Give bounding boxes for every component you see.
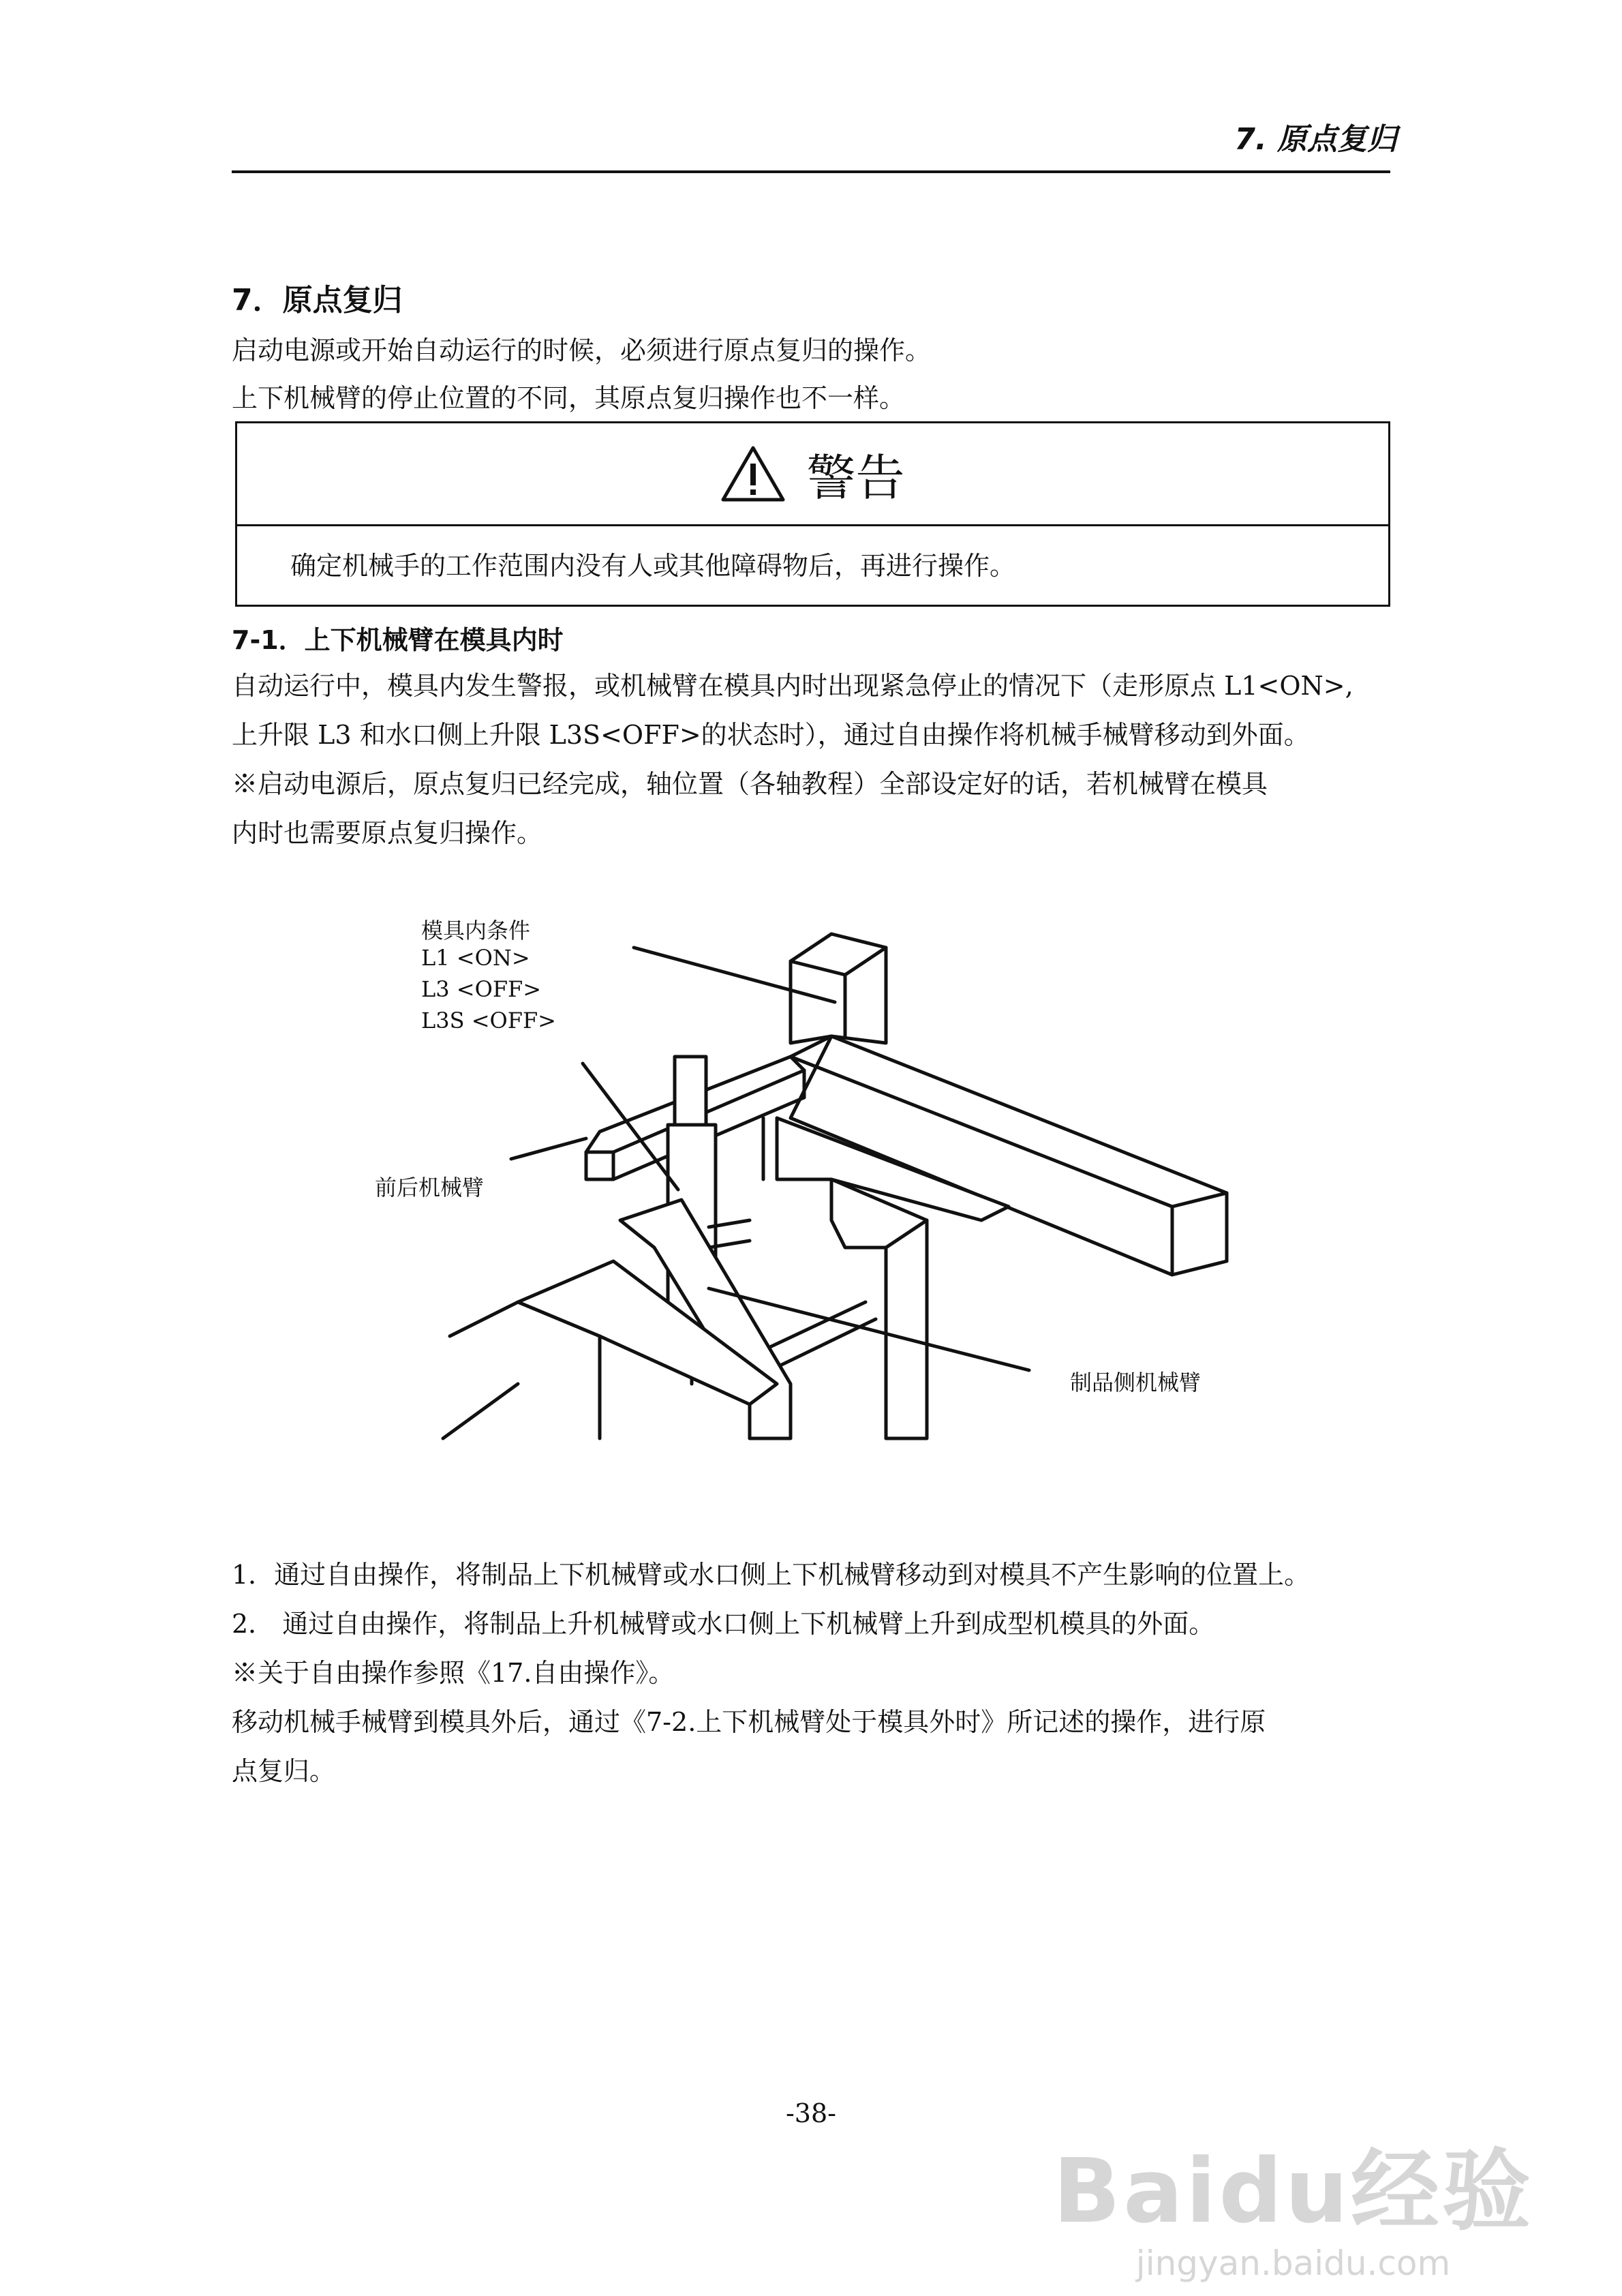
intro-paragraph-1: 启动电源或开始自动运行的时候，必须进行原点复归的操作。 <box>232 335 932 365</box>
watermark-logo <box>1053 2120 1533 2283</box>
header-title: 7. 原点复归 <box>1234 122 1397 157</box>
product-arm-label: 制品侧机械臂 <box>1070 1370 1202 1395</box>
subsection-paragraph-3: ※启动电源后，原点复归已经完成，轴位置（各轴教程）全部设定好的话，若机械臂在模具 <box>232 769 1268 799</box>
condition-l1-label: L1 <ON> <box>421 945 530 971</box>
subsection-paragraph-1: 自动运行中，模具内发生警报，或机械臂在模具内时出现紧急停止的情况下（走形原点 L1<ON>, <box>232 671 1353 701</box>
step-closing-1: 移动机械手械臂到模具外后，通过《7-2.上下机械臂处于模具外时》所记述的操作，进行原 <box>232 1707 1266 1737</box>
warning-body: 确定机械手的工作范围内没有人或其他障碍物后，再进行操作。 <box>290 551 1016 581</box>
step-1: 1．通过自由操作，将制品上下机械臂或水口侧上下机械臂移动到对模具不产生影响的位置上。 <box>232 1560 1311 1590</box>
warning-box <box>235 421 1390 607</box>
warning-header <box>237 423 1388 526</box>
section-title: 7．原点复归 <box>232 283 403 318</box>
intro-paragraph-2: 上下机械臂的停止位置的不同，其原点复归操作也不一样。 <box>232 383 906 413</box>
watermark-main: Baidu经验 <box>1053 2139 1533 2243</box>
header-rule <box>232 170 1390 173</box>
condition-title-label: 模具内条件 <box>421 918 531 943</box>
warning-title: 警告 <box>806 449 905 507</box>
step-note: ※关于自由操作参照《17.自由操作》。 <box>232 1658 675 1688</box>
page-number: -38- <box>785 2098 837 2128</box>
subsection-title: 7-1．上下机械臂在模具内时 <box>232 625 564 655</box>
step-closing-2: 点复归。 <box>232 1756 336 1786</box>
step-2: 2． 通过自由操作，将制品上升机械臂或水口侧上下机械臂上升到成型机模具的外面。 <box>232 1609 1215 1639</box>
robot-arm-figure <box>232 866 1305 1493</box>
subsection-paragraph-2: 上升限 L3 和水口侧上升限 L3S<OFF>的状态时），通过自由操作将机械手械臂移动到外面。 <box>232 720 1310 750</box>
condition-l3-label: L3 <OFF> <box>421 976 542 1002</box>
subsection-paragraph-4: 内时也需要原点复归操作。 <box>232 818 543 848</box>
condition-l3s-label: L3S <OFF> <box>421 1008 556 1033</box>
front-back-arm-label: 前后机械臂 <box>375 1175 485 1200</box>
watermark-sub: jingyan.baidu.com <box>1135 2244 1451 2283</box>
warning-triangle-icon <box>720 444 786 503</box>
